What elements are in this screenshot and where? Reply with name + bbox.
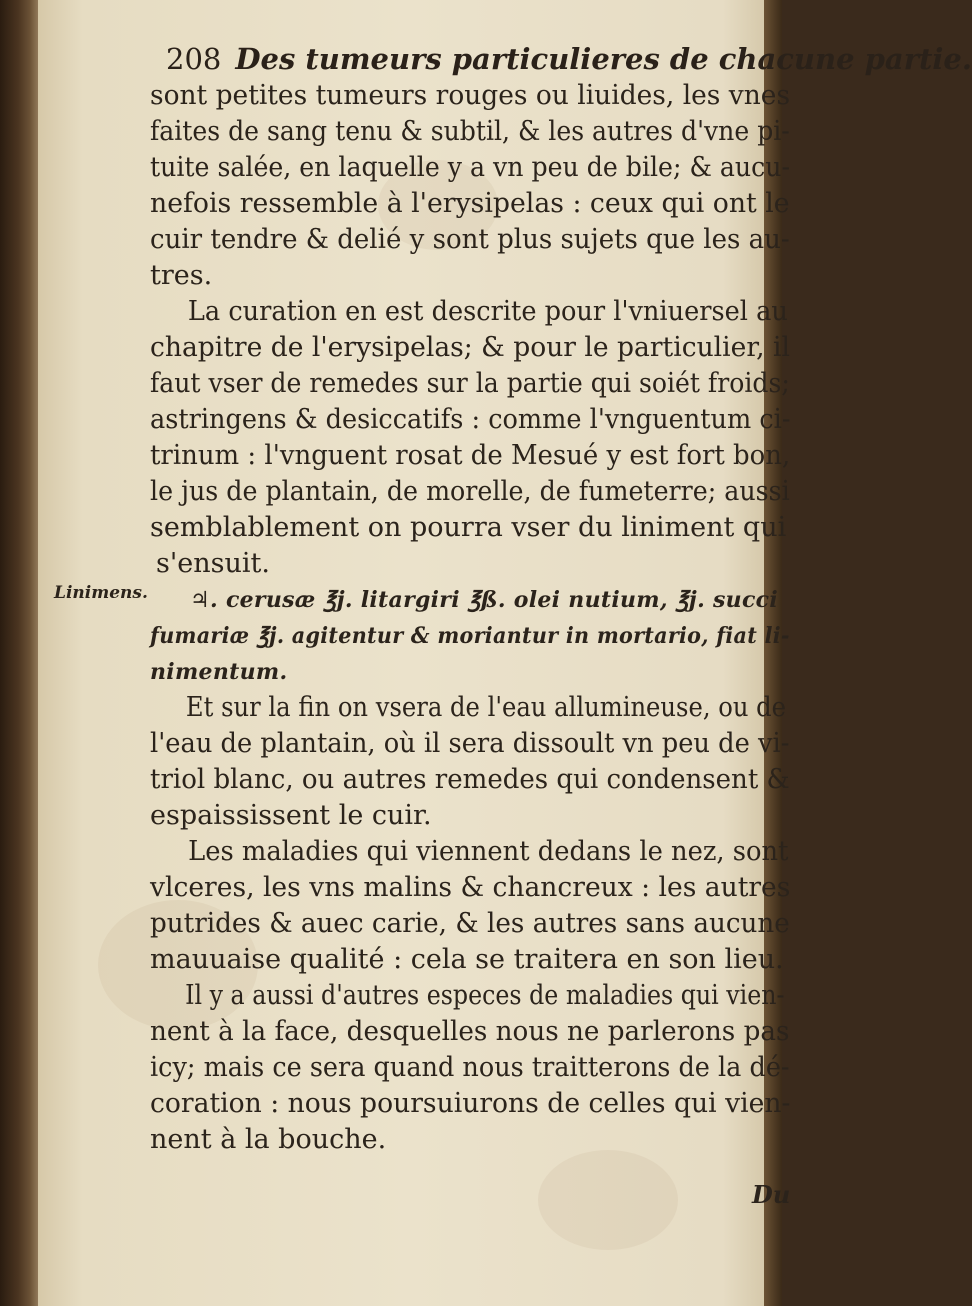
text-line: mauuaise qualité : cela se traitera en son lieu. <box>150 944 784 975</box>
text-line: espaississent le cuir. <box>150 800 432 831</box>
recipe-line: ♃. cerusæ ℥j. litargiri ℥ß. olei nutium, ℥j. succi <box>190 587 779 613</box>
recipe-line: fumariæ ℥j. agitentur & moriantur in mortario, fiat li- <box>150 623 790 649</box>
text-line: coration : nous poursuiurons de celles qui vien- <box>150 1088 791 1119</box>
running-title: Des tumeurs particulieres de chacune partie. <box>235 42 972 76</box>
text-line: putrides & auec carie, & les autres sans aucune <box>150 908 790 939</box>
text-line: nent à la bouche. <box>150 1124 387 1155</box>
body-text <box>150 78 790 1158</box>
text-line: sont petites tumeurs rouges ou liuides, les vnes <box>150 80 791 111</box>
text-line: La curation en est descrite pour l'vniuersel au <box>187 296 788 327</box>
text-line: Les maladies qui viennent dedans le nez, sont <box>188 836 789 867</box>
running-header <box>166 42 972 76</box>
catchword: Du <box>752 1180 791 1209</box>
margin-note: Linimens. <box>54 583 148 603</box>
text-line: tres. <box>150 260 213 291</box>
text-line: vlceres, les vns malins & chancreux : les autres <box>150 872 791 903</box>
text-line: le jus de plantain, de morelle, de fumeterre; aussi <box>150 476 790 507</box>
text-line: l'eau de plantain, où il sera dissoult vn peu de vi- <box>150 728 790 759</box>
book-binding-shadow <box>0 0 40 1306</box>
text-line: faites de sang tenu & subtil, & les autres d'vne pi- <box>150 116 790 147</box>
text-line: trinum : l'vnguent rosat de Mesué y est fort bon, <box>150 440 791 471</box>
text-line: tuite salée, en laquelle y a vn peu de bile; & aucu- <box>150 152 790 183</box>
text-line: chapitre de l'erysipelas; & pour le particulier, il <box>150 332 790 363</box>
page-number: 208 <box>166 42 222 76</box>
text-line: s'ensuit. <box>156 548 270 579</box>
text-line: astringens & desiccatifs : comme l'vnguentum ci- <box>150 404 791 435</box>
text-line: semblablement on pourra vser du liniment qui <box>150 512 787 543</box>
text-line: nefois ressemble à l'erysipelas : ceux qui ont le <box>150 188 790 219</box>
text-line: faut vser de remedes sur la partie qui soiét froids; <box>150 368 790 399</box>
text-line: Il y a aussi d'autres especes de maladies qui vien- <box>185 980 785 1011</box>
recipe-line: nimentum. <box>150 659 288 685</box>
text-line: Et sur la fin on vsera de l'eau allumineuse, ou de <box>185 692 787 723</box>
text-line: icy; mais ce sera quand nous traitterons de la dé- <box>150 1052 790 1083</box>
text-line: cuir tendre & delié y sont plus sujets que les au- <box>150 224 790 255</box>
text-line: nent à la face, desquelles nous ne parlerons pas <box>150 1016 790 1047</box>
text-line: triol blanc, ou autres remedes qui condensent & <box>150 764 790 795</box>
